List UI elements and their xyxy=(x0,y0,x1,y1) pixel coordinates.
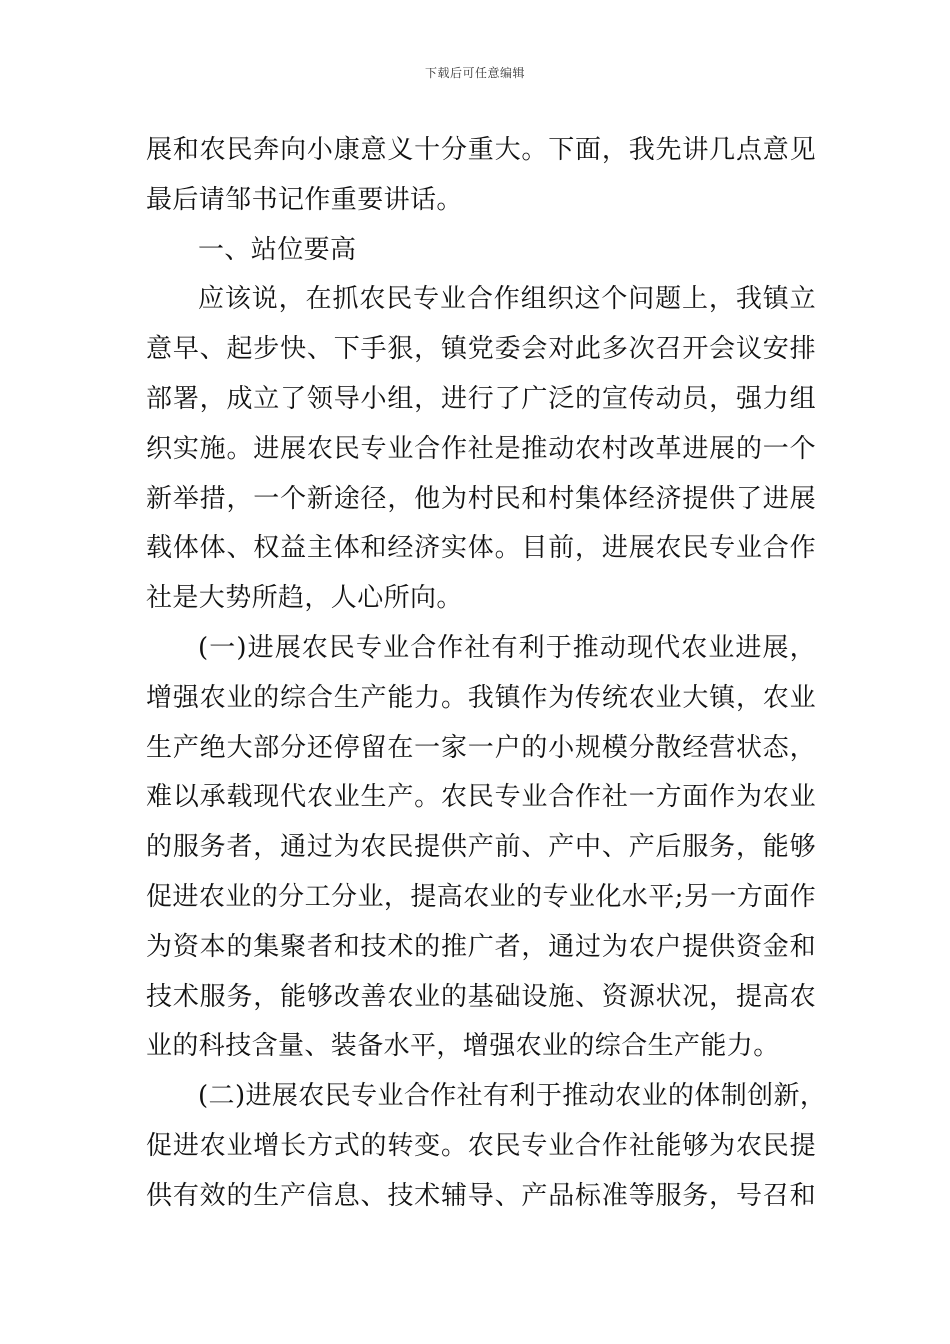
text-line: 展和农民奔向小康意义十分重大。下面，我先讲几点意见 xyxy=(146,135,816,165)
text-line: 难以承载现代农业生产。农民专业合作社一方面作为农业 xyxy=(146,782,816,813)
text-line: 为资本的集聚者和技术的推广者，通过为农户提供资金和 xyxy=(146,931,816,962)
text-line: 业的科技含量、装备水平，增强农业的综合生产能力。 xyxy=(146,1031,780,1062)
text-line: 供有效的生产信息、技术辅导、产品标准等服务，号召和 xyxy=(146,1180,816,1211)
text-line: 织实施。进展农民专业合作社是推动农村改革进展的一个 xyxy=(146,433,816,464)
text-line: 生产绝大部分还停留在一家一户的小规模分散经营状态， xyxy=(146,732,816,763)
text-line: 增强农业的综合生产能力。我镇作为传统农业大镇，农业 xyxy=(146,682,816,713)
text-line: 部署，成立了领导小组，进行了广泛的宣传动员，强力组 xyxy=(146,383,816,414)
text-line: 一、站位要高 xyxy=(198,234,357,265)
page-header: 下载后可任意编辑 xyxy=(424,66,525,80)
text-line: 技术服务，能够改善农业的基础设施、资源状况，提高农 xyxy=(146,981,816,1012)
text-line: 社是大势所趋，人心所向。 xyxy=(146,583,463,614)
text-line: (一)进展农民专业合作社有利于推动现代农业进展， xyxy=(198,632,816,663)
text-line: 应该说，在抓农民专业合作组织这个问题上，我镇立 xyxy=(198,284,816,315)
text-line: 的服务者，通过为农民提供产前、产中、产后服务，能够 xyxy=(146,832,816,863)
text-line: 意早、起步快、下手狠，镇党委会对此多次召开会议安排 xyxy=(146,334,816,365)
text-line: 最后请邹书记作重要讲话。 xyxy=(146,184,463,215)
text-line: 载体体、权益主体和经济实体。目前，进展农民专业合作 xyxy=(146,533,816,564)
text-line: (二)进展农民专业合作社有利于推动农业的体制创新， xyxy=(198,1081,827,1112)
document-body xyxy=(146,126,827,1222)
text-line: 新举措，一个新途径，他为村民和村集体经济提供了进展 xyxy=(146,483,816,514)
text-line: 促进农业的分工分业，提高农业的专业化水平;另一方面作 xyxy=(146,881,816,912)
text-line: 促进农业增长方式的转变。农民专业合作社能够为农民提 xyxy=(146,1130,816,1161)
